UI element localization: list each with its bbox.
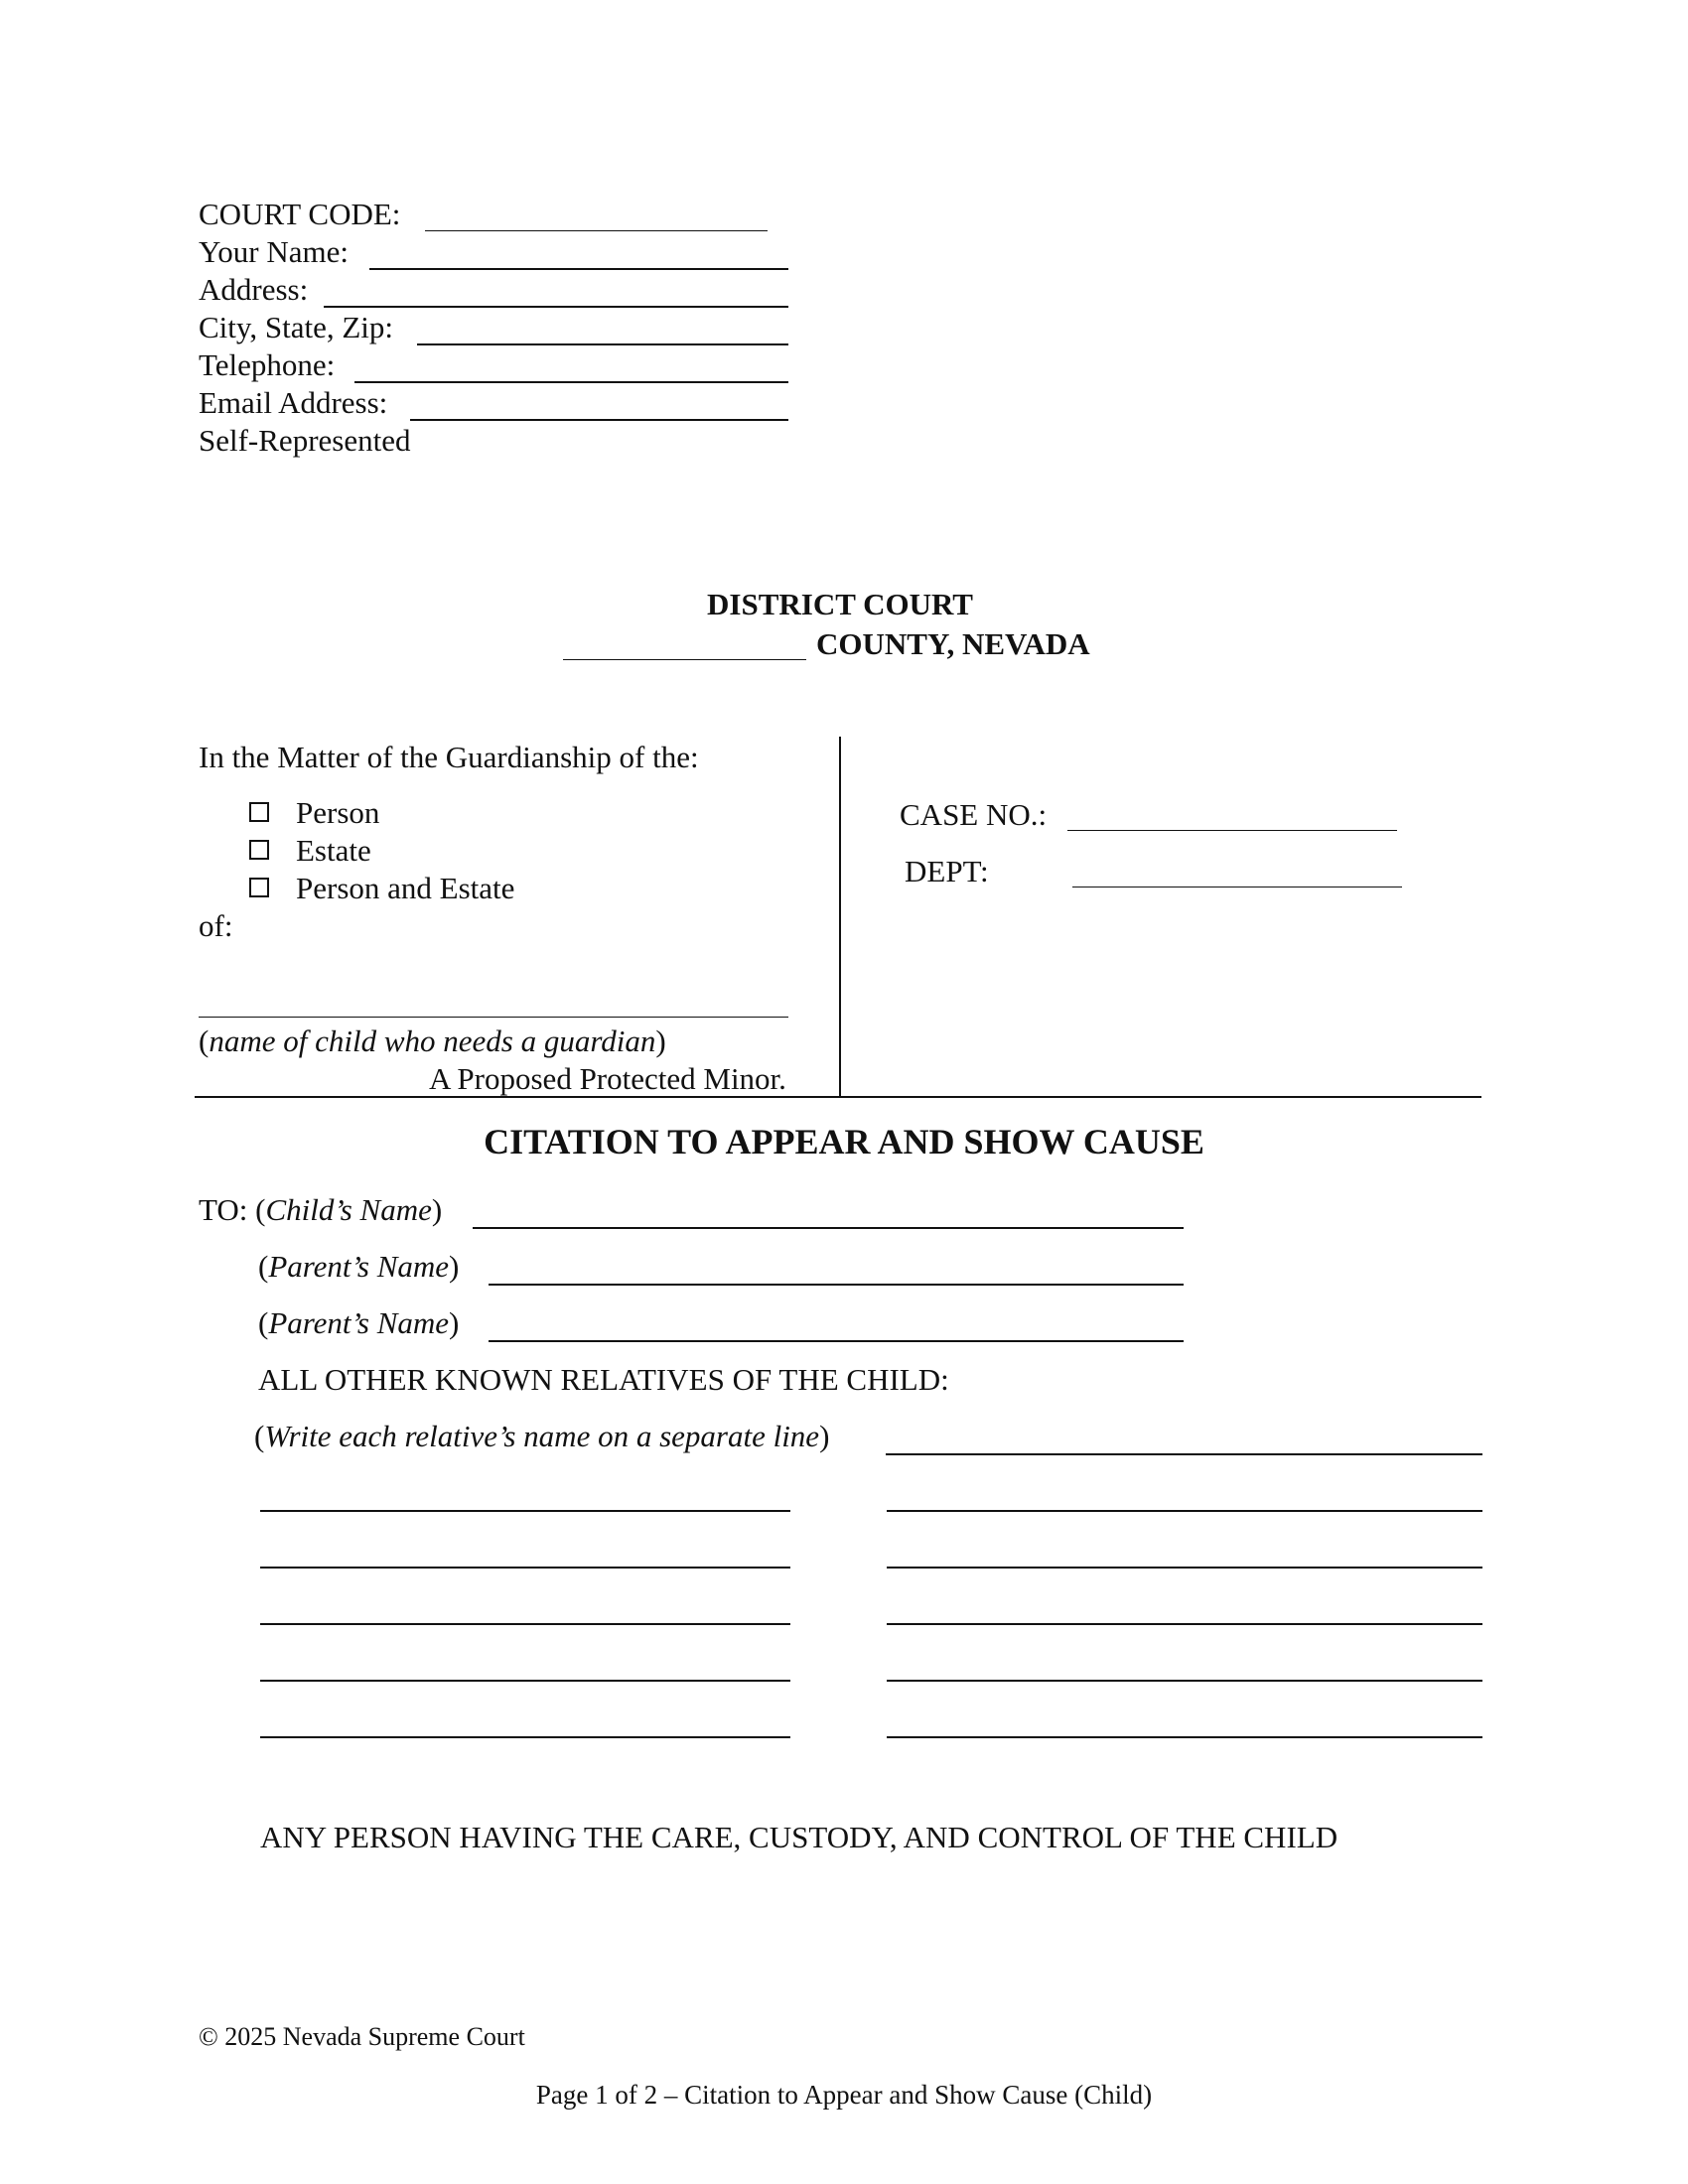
person-checkbox[interactable] (249, 802, 269, 822)
person-option-label: Person (296, 795, 380, 830)
case-no-label: CASE NO.: (900, 797, 1048, 832)
of-label: of: (199, 908, 233, 943)
relatives-hint: (Write each relative’s name on a separate line) (254, 1419, 830, 1453)
relative-line-right[interactable] (887, 1623, 1482, 1625)
relatives-heading: ALL OTHER KNOWN RELATIVES OF THE CHILD: (258, 1362, 949, 1397)
estate-checkbox[interactable] (249, 840, 269, 860)
relative-line-left[interactable] (260, 1567, 790, 1569)
care-custody-label: ANY PERSON HAVING THE CARE, CUSTODY, AND CONTROL OF THE CHILD (260, 1820, 1338, 1854)
estate-option-label: Estate (296, 833, 371, 868)
parent-name-1-label: (Parent’s Name) (258, 1249, 460, 1284)
court-code-field[interactable] (425, 230, 768, 231)
email-field[interactable] (410, 419, 788, 421)
address-field[interactable] (324, 306, 788, 308)
child-name-hint: (name of child who needs a guardian) (199, 1024, 666, 1058)
your-name-label: Your Name: (199, 234, 349, 269)
address-label: Address: (199, 272, 309, 307)
relative-line-left[interactable] (260, 1736, 790, 1738)
dept-label: DEPT: (905, 854, 989, 888)
document-title: CITATION TO APPEAR AND SHOW CAUSE (484, 1122, 1204, 1161)
court-code-label: COURT CODE: (199, 197, 401, 231)
telephone-field[interactable] (354, 381, 788, 383)
self-represented-label: Self-Represented (199, 423, 411, 458)
court-name: DISTRICT COURT (707, 587, 973, 621)
relative-line-left[interactable] (260, 1680, 790, 1682)
county-field[interactable] (563, 659, 806, 660)
relative-line-right[interactable] (887, 1510, 1482, 1512)
relative-line-right[interactable] (887, 1736, 1482, 1738)
person-and-estate-checkbox[interactable] (249, 878, 269, 897)
proposed-minor-label: A Proposed Protected Minor. (429, 1061, 786, 1096)
city-state-zip-field[interactable] (417, 343, 788, 345)
relative-line-left[interactable] (260, 1510, 790, 1512)
parent-name-1-input[interactable] (489, 1284, 1184, 1286)
caption-bottom-rule (195, 1096, 1481, 1098)
copyright-footer: © 2025 Nevada Supreme Court (199, 2022, 525, 2051)
child-name-row-label: TO: (Child’s Name) (199, 1192, 443, 1227)
county-state-label: COUNTY, NEVADA (816, 626, 1090, 661)
person-and-estate-option-label: Person and Estate (296, 871, 515, 905)
parent-name-2-input[interactable] (489, 1340, 1184, 1342)
city-state-zip-label: City, State, Zip: (199, 310, 394, 344)
child-name-field[interactable] (199, 1017, 788, 1018)
relative-name-input[interactable] (886, 1453, 1482, 1455)
caption-divider (839, 737, 841, 1098)
case-no-field[interactable] (1067, 830, 1397, 831)
your-name-field[interactable] (369, 268, 788, 270)
page-number-footer: Page 1 of 2 – Citation to Appear and Show Cause (Child) (535, 2080, 1153, 2110)
email-label: Email Address: (199, 385, 388, 420)
matter-label: In the Matter of the Guardianship of the: (199, 740, 699, 774)
parent-name-2-label: (Parent’s Name) (258, 1305, 460, 1340)
relative-line-left[interactable] (260, 1623, 790, 1625)
child-name-input[interactable] (473, 1227, 1184, 1229)
telephone-label: Telephone: (199, 347, 336, 382)
relative-line-right[interactable] (887, 1680, 1482, 1682)
relative-line-right[interactable] (887, 1567, 1482, 1569)
